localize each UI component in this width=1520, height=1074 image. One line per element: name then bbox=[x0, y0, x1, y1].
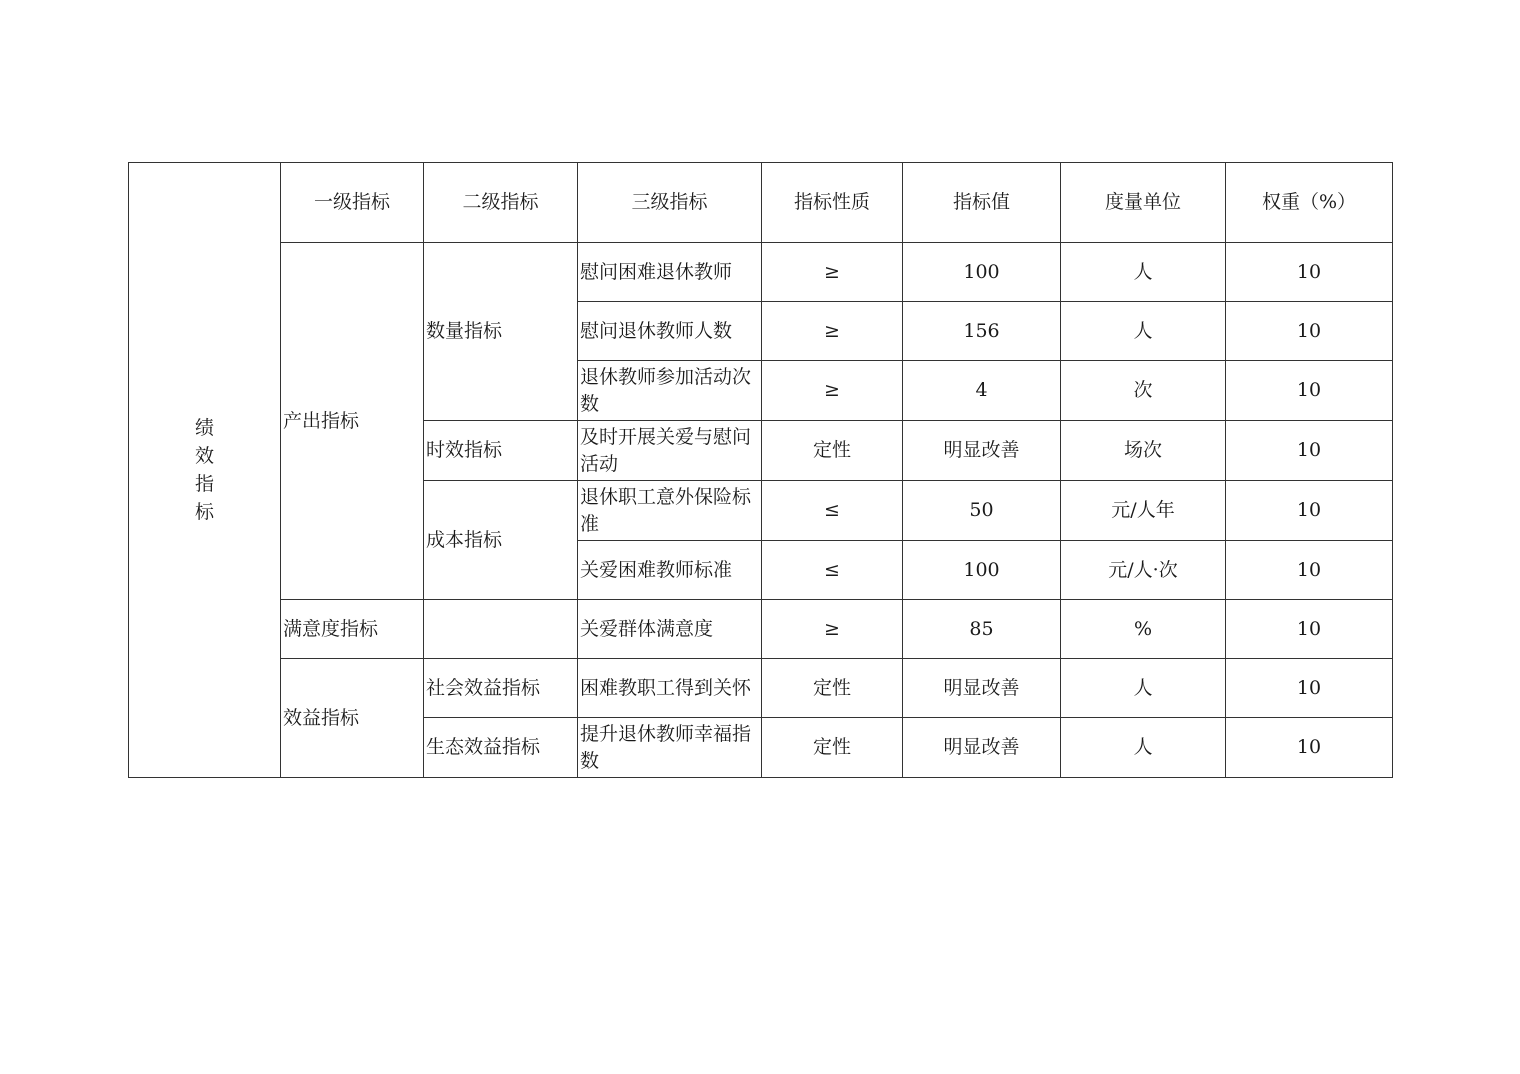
side-label-char: 标 bbox=[194, 501, 214, 523]
value-cell: 100 bbox=[903, 541, 1061, 600]
side-label-char: 绩 bbox=[194, 417, 214, 439]
item-cell: 及时开展关爱与慰问活动 bbox=[578, 421, 762, 481]
weight-cell: 10 bbox=[1226, 541, 1393, 600]
item-cell: 困难教职工得到关怀 bbox=[578, 659, 762, 718]
unit-cell: 元/人·次 bbox=[1061, 541, 1226, 600]
level2-quantity: 数量指标 bbox=[424, 243, 578, 421]
unit-cell: 人 bbox=[1061, 659, 1226, 718]
weight-cell: 10 bbox=[1226, 481, 1393, 541]
item-cell: 慰问退休教师人数 bbox=[578, 302, 762, 361]
nature-cell: 定性 bbox=[762, 718, 903, 778]
item-cell: 提升退休教师幸福指数 bbox=[578, 718, 762, 778]
weight-cell: 10 bbox=[1226, 243, 1393, 302]
item-cell: 关爱困难教师标准 bbox=[578, 541, 762, 600]
unit-cell: 人 bbox=[1061, 302, 1226, 361]
unit-cell: 元/人年 bbox=[1061, 481, 1226, 541]
table-row bbox=[129, 600, 1393, 659]
header-row bbox=[129, 163, 1393, 243]
header-level2: 二级指标 bbox=[424, 163, 578, 243]
unit-cell: 人 bbox=[1061, 243, 1226, 302]
item-cell: 退休职工意外保险标准 bbox=[578, 481, 762, 541]
nature-cell: ≥ bbox=[762, 243, 903, 302]
header-level1: 一级指标 bbox=[281, 163, 424, 243]
item-cell: 退休教师参加活动次数 bbox=[578, 361, 762, 421]
side-label-cell bbox=[129, 163, 281, 778]
header-level3: 三级指标 bbox=[578, 163, 762, 243]
weight-cell: 10 bbox=[1226, 718, 1393, 778]
nature-cell: ≤ bbox=[762, 481, 903, 541]
header-value: 指标值 bbox=[903, 163, 1061, 243]
value-cell: 明显改善 bbox=[903, 718, 1061, 778]
value-cell: 明显改善 bbox=[903, 659, 1061, 718]
nature-cell: ≥ bbox=[762, 361, 903, 421]
value-cell: 156 bbox=[903, 302, 1061, 361]
level1-satisfaction: 满意度指标 bbox=[281, 600, 424, 659]
performance-indicator-table bbox=[128, 162, 1393, 778]
level2-social: 社会效益指标 bbox=[424, 659, 578, 718]
header-unit: 度量单位 bbox=[1061, 163, 1226, 243]
table-row bbox=[129, 659, 1393, 718]
level1-output: 产出指标 bbox=[281, 243, 424, 600]
level2-cost: 成本指标 bbox=[424, 481, 578, 600]
table-row bbox=[129, 243, 1393, 302]
level2-timeliness: 时效指标 bbox=[424, 421, 578, 481]
nature-cell: ≥ bbox=[762, 600, 903, 659]
side-label-char: 效 bbox=[194, 445, 214, 467]
weight-cell: 10 bbox=[1226, 600, 1393, 659]
weight-cell: 10 bbox=[1226, 302, 1393, 361]
level2-empty bbox=[424, 600, 578, 659]
weight-cell: 10 bbox=[1226, 361, 1393, 421]
item-cell: 慰问困难退休教师 bbox=[578, 243, 762, 302]
nature-cell: ≤ bbox=[762, 541, 903, 600]
nature-cell: 定性 bbox=[762, 659, 903, 718]
value-cell: 50 bbox=[903, 481, 1061, 541]
unit-cell: 人 bbox=[1061, 718, 1226, 778]
header-weight: 权重（%） bbox=[1226, 163, 1393, 243]
value-cell: 100 bbox=[903, 243, 1061, 302]
value-cell: 85 bbox=[903, 600, 1061, 659]
unit-cell: 场次 bbox=[1061, 421, 1226, 481]
unit-cell: % bbox=[1061, 600, 1226, 659]
value-cell: 4 bbox=[903, 361, 1061, 421]
side-label-char: 指 bbox=[194, 473, 214, 495]
nature-cell: 定性 bbox=[762, 421, 903, 481]
level2-ecological: 生态效益指标 bbox=[424, 718, 578, 778]
value-cell: 明显改善 bbox=[903, 421, 1061, 481]
item-cell: 关爱群体满意度 bbox=[578, 600, 762, 659]
unit-cell: 次 bbox=[1061, 361, 1226, 421]
weight-cell: 10 bbox=[1226, 421, 1393, 481]
nature-cell: ≥ bbox=[762, 302, 903, 361]
weight-cell: 10 bbox=[1226, 659, 1393, 718]
header-nature: 指标性质 bbox=[762, 163, 903, 243]
level1-benefit: 效益指标 bbox=[281, 659, 424, 778]
